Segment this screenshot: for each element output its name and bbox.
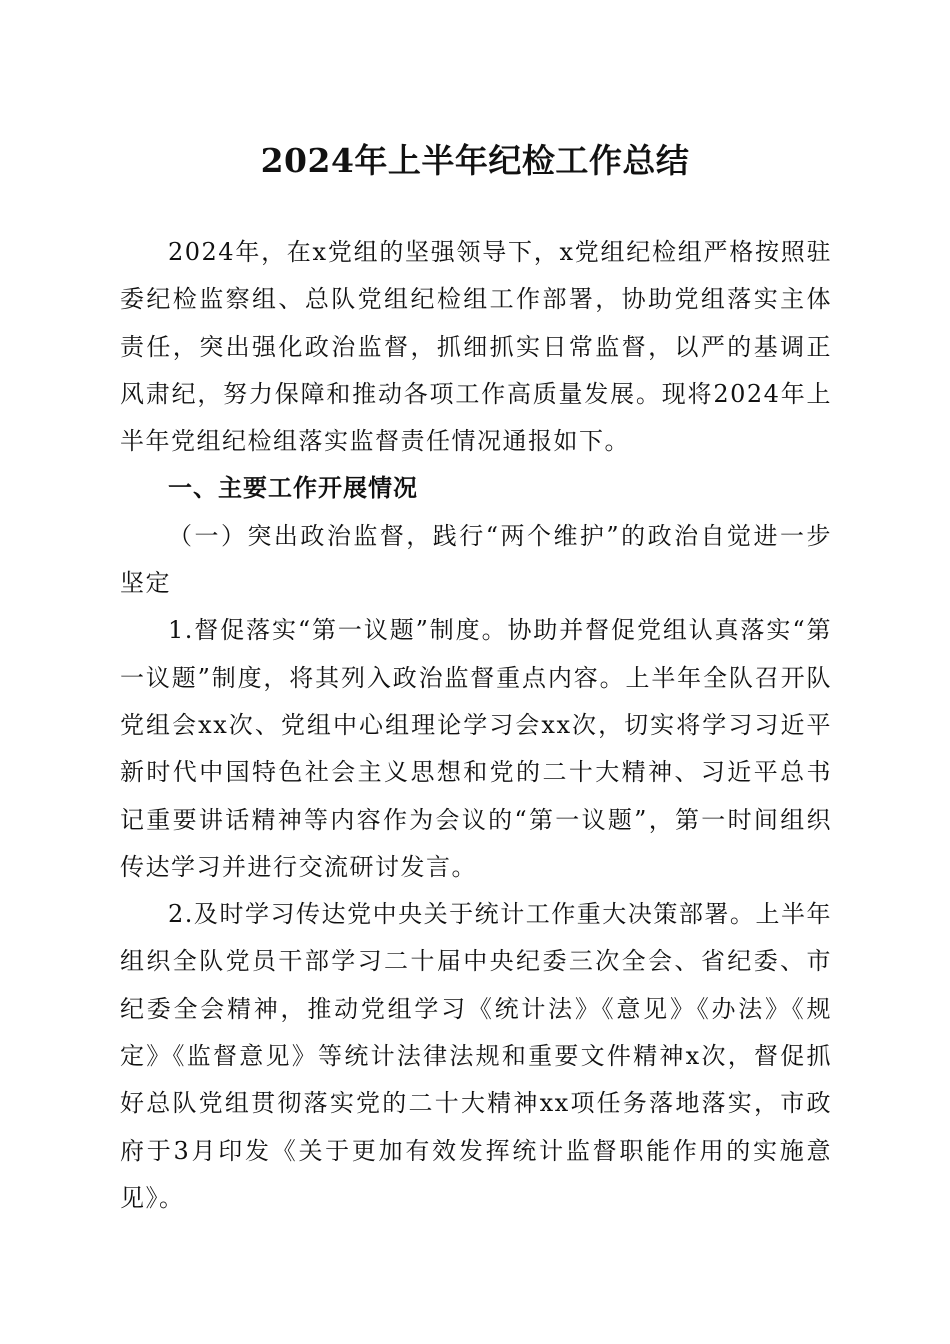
subsection-heading: （一）突出政治监督，践行“两个维护”的政治自觉进一步坚定	[120, 521, 832, 598]
body-paragraph: 2.及时学习传达党中央关于统计工作重大决策部署。上半年组织全队党员干部学习二十届中央纪委三次全会、省纪委、市纪委全会精神，推动党组学习《统计法》《意见》《办法》《规定》《监督意见》等统计法律法规和重要文件精神x次，督促抓好总队党组贯彻落实党的二十大精神xx项任务落地落实，市政府于3月印发《关于更加有效发挥统计监督职能作用的实施意见》。	[120, 900, 832, 1212]
intro-paragraph: 2024年，在x党组的坚强领导下，x党组纪检组严格按照驻委纪检监察组、总队党组纪检组工作部署，协助党组落实主体责任，突出强化政治监督，抓细抓实日常监督，以严的基调正风肃纪，努力保障和推动各项工作高质量发展。现将2024年上半年党组纪检组落实监督责任情况通报如下。	[120, 238, 832, 456]
body-paragraph: 1.督促落实“第一议题”制度。协助并督促党组认真落实“第一议题”制度，将其列入政治监督重点内容。上半年全队召开队党组会xx次、党组中心组理论学习会xx次，切实将学习习近平新时代中国特色社会主义思想和党的二十大精神、习近平总书记重要讲话精神等内容作为会议的“第一议题”，第一时间组织传达学习并进行交流研讨发言。	[120, 616, 832, 881]
document-body	[120, 229, 832, 1222]
document-title: 2024年上半年纪检工作总结	[260, 141, 690, 180]
section-heading: 一、主要工作开展情况	[168, 474, 418, 503]
